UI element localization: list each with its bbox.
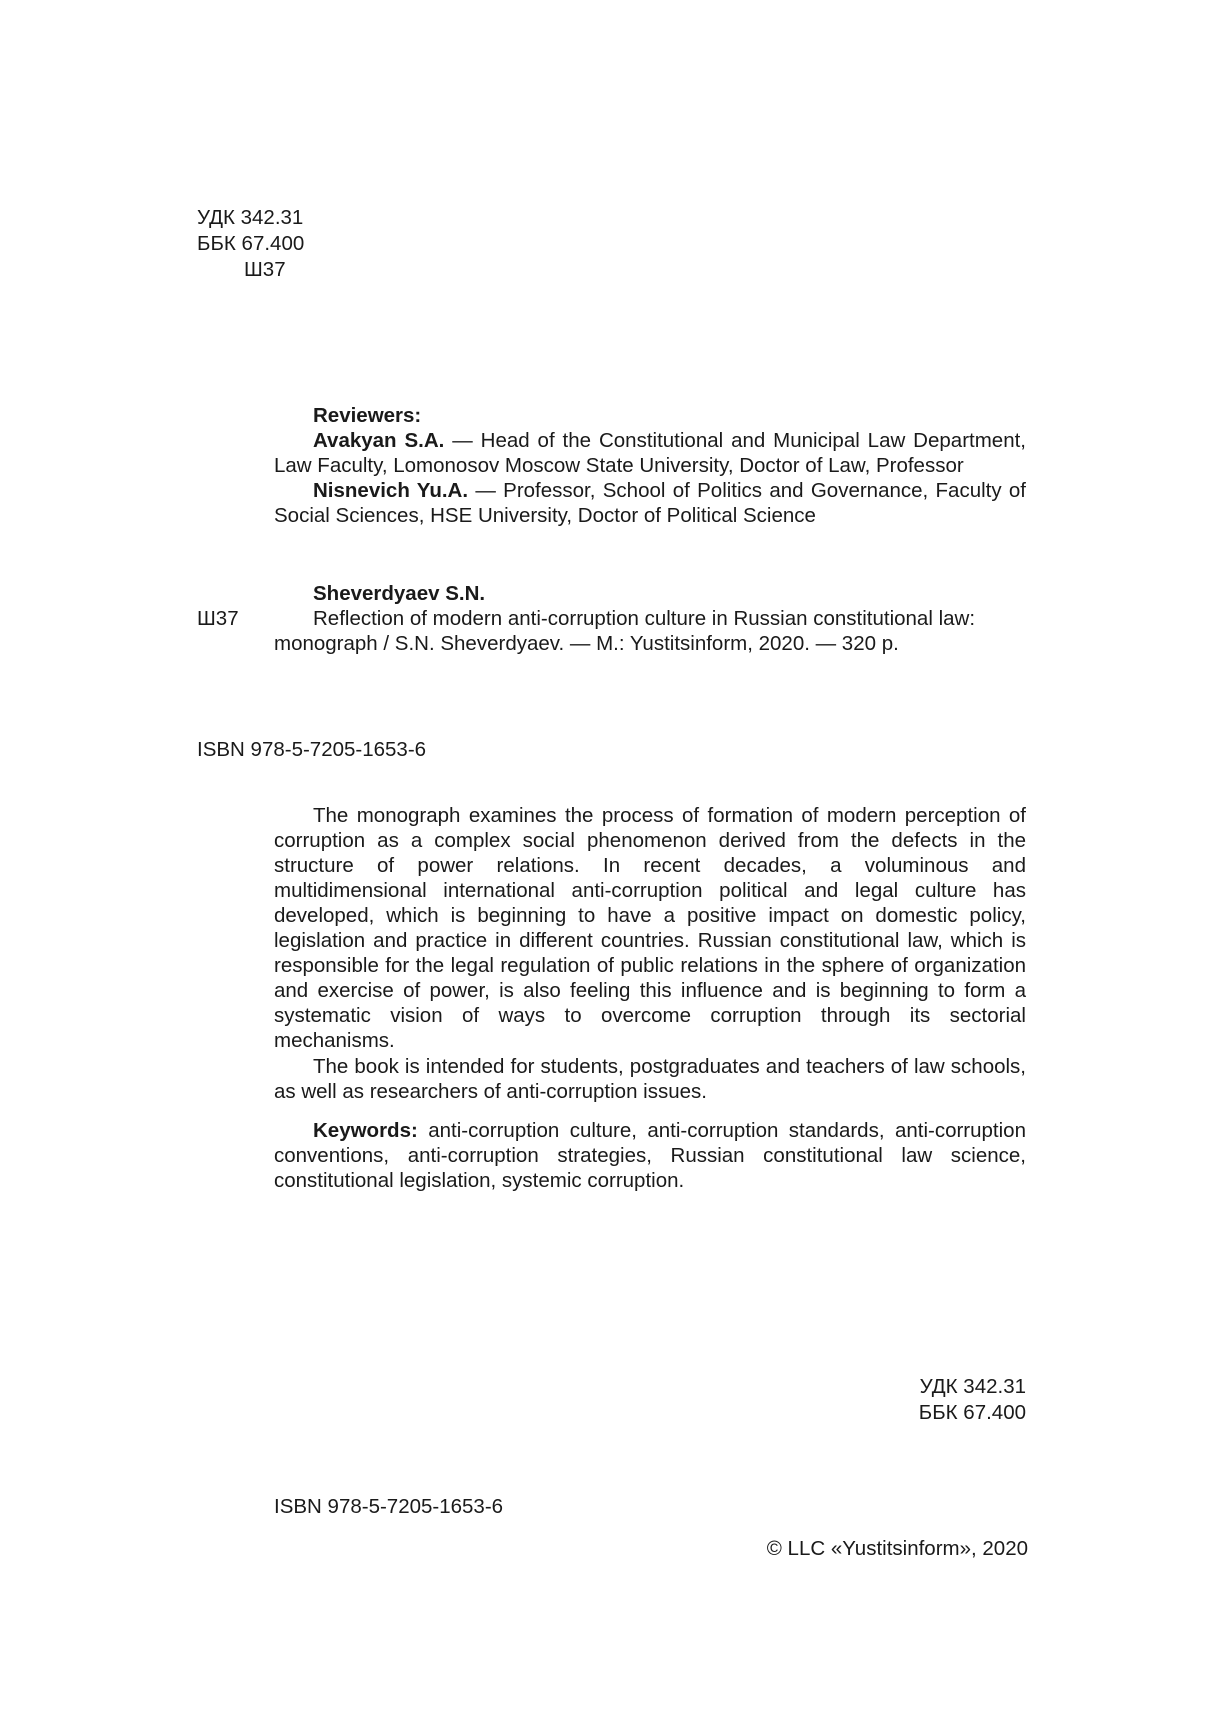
bbk-code: ББК 67.400 bbox=[197, 232, 305, 255]
catalog-description: Reflection of modern anti-corruption culture in Russian constitutional law: monograph / S.N. Sheverdyaev. — M.: Yustitsinform, 2020. — 320 p. bbox=[274, 607, 976, 655]
udk-code: УДК 342.31 bbox=[197, 206, 304, 229]
bbk-code: ББК 67.400 bbox=[918, 1401, 1026, 1424]
reviewer-description: — Professor, School of Politics and Governance, Faculty of Social Sciences, HSE University, Doctor of Political Science bbox=[274, 479, 1026, 527]
catalog-author-sign: Ш37 bbox=[197, 607, 239, 630]
annotation-paragraph: The book is intended for students, postgraduates and teachers of law schools, as well as researchers of anti-corruption issues. bbox=[274, 1055, 1026, 1103]
author-sign: Ш37 bbox=[244, 258, 286, 281]
annotation-paragraph: The monograph examines the process of formation of modern perception of corruption as a complex social phenomenon derived from the defects in the structure of power relations. In recent decades, a voluminous and multidimensional international anti-corruption political and legal culture has developed, which is beginning to have a positive impact on domestic policy, legislation and practice in different countries. Russian constitutional law, which is responsible for the legal regulation of public relations in the sphere of organization and exercise of power, is also feeling this influence and is beginning to form a systematic vision of ways to overcome corruption through its sectorial mechanisms. bbox=[274, 804, 1026, 1052]
reviewers-heading: Reviewers: bbox=[313, 404, 422, 427]
reviewer-entry bbox=[274, 428, 1026, 478]
reviewer-name: Avakyan S.A. bbox=[313, 429, 445, 452]
keywords-label: Keywords: bbox=[313, 1119, 418, 1142]
reviewers-section bbox=[274, 403, 1026, 528]
classification-bottom bbox=[860, 1374, 1026, 1426]
catalog-author: Sheverdyaev S.N. bbox=[313, 582, 486, 605]
catalog-record bbox=[197, 581, 1026, 656]
reviewer-description: — Head of the Constitutional and Municipal Law Department, Law Faculty, Lomonosov Moscow State University, Doctor of Law, Professor bbox=[274, 429, 1026, 477]
keywords-list: anti-corruption culture, anti-corruption standards, anti-corruption conventions, anti-corruption strategies, Russian constitutional law science, constitutional legislation, systemic corruption. bbox=[274, 1119, 1026, 1192]
isbn-bottom: ISBN 978-5-7205-1653-6 bbox=[274, 1495, 504, 1518]
annotation bbox=[274, 803, 1026, 1193]
isbn-top: ISBN 978-5-7205-1653-6 bbox=[197, 738, 427, 761]
classification-top bbox=[197, 205, 304, 283]
reviewer-entry bbox=[274, 478, 1026, 528]
udk-code: УДК 342.31 bbox=[919, 1375, 1026, 1398]
reviewer-name: Nisnevich Yu.A. bbox=[313, 479, 469, 502]
copyright-notice: © LLC «Yustitsinform», 2020 bbox=[766, 1537, 1028, 1560]
keywords bbox=[274, 1118, 1026, 1193]
